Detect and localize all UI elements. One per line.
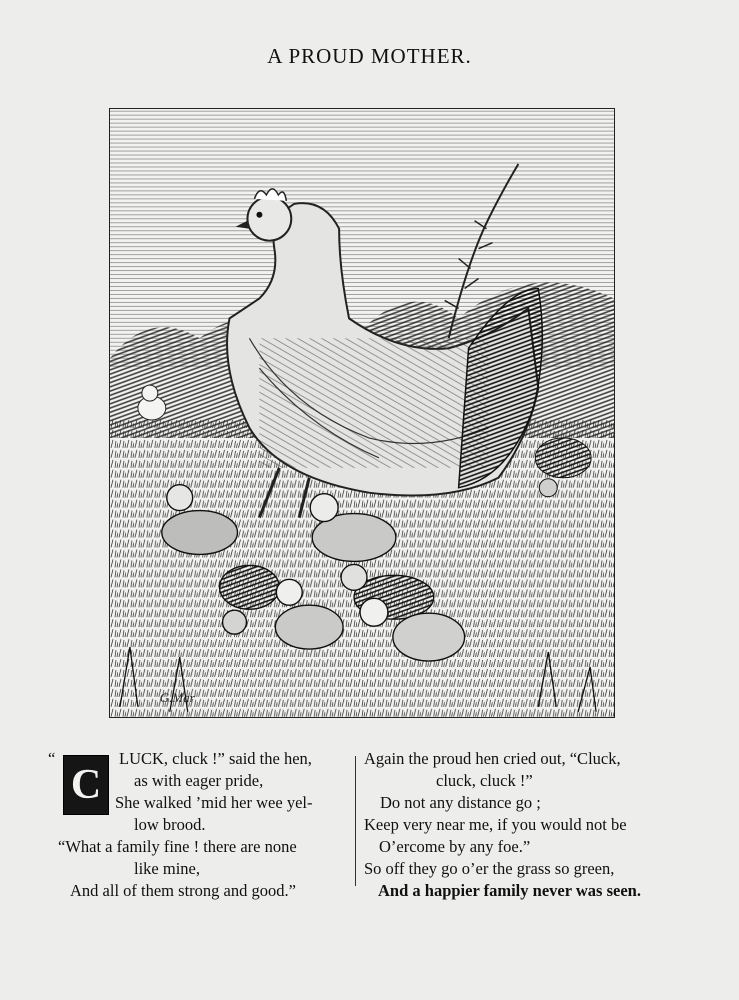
poem-line: She walked ’mid her wee yel- [115,793,313,812]
poem-line: Keep very near me, if you would not be [364,815,627,834]
poem-line: LUCK, cluck !” said the hen, [119,749,312,768]
chick-pecking-right [535,438,591,478]
poem-line: like mine, [134,859,200,878]
poem-left-column [48,748,358,902]
poem-line: Do not any distance go ; [380,793,541,812]
poem-line: So off they go o’er the grass so green, [364,859,615,878]
ornamental-dropcap: C [63,755,109,815]
hen-head [247,197,291,241]
opening-quote: “ [48,749,56,768]
poem-right-column [364,748,664,902]
hen-and-chicks-engraving [109,108,615,718]
hen-eye [256,212,262,218]
poem-line: “What a family fine ! there are none [58,837,297,856]
poem-line: Again the proud hen cried out, “Cluck, [364,749,621,768]
poem-line: And a happier family never was seen. [378,881,641,900]
page-title: A PROUD MOTHER. [267,44,472,68]
column-divider [355,756,356,886]
poem-line: O’ercome by any foe.” [379,837,531,856]
poem-line: as with eager pride, [134,771,264,790]
artist-signature: G.Mar [159,689,195,705]
poem-line: cluck, cluck !” [436,771,533,790]
poem-line: low brood. [134,815,206,834]
poem-line: And all of them strong and good.” [70,881,296,900]
